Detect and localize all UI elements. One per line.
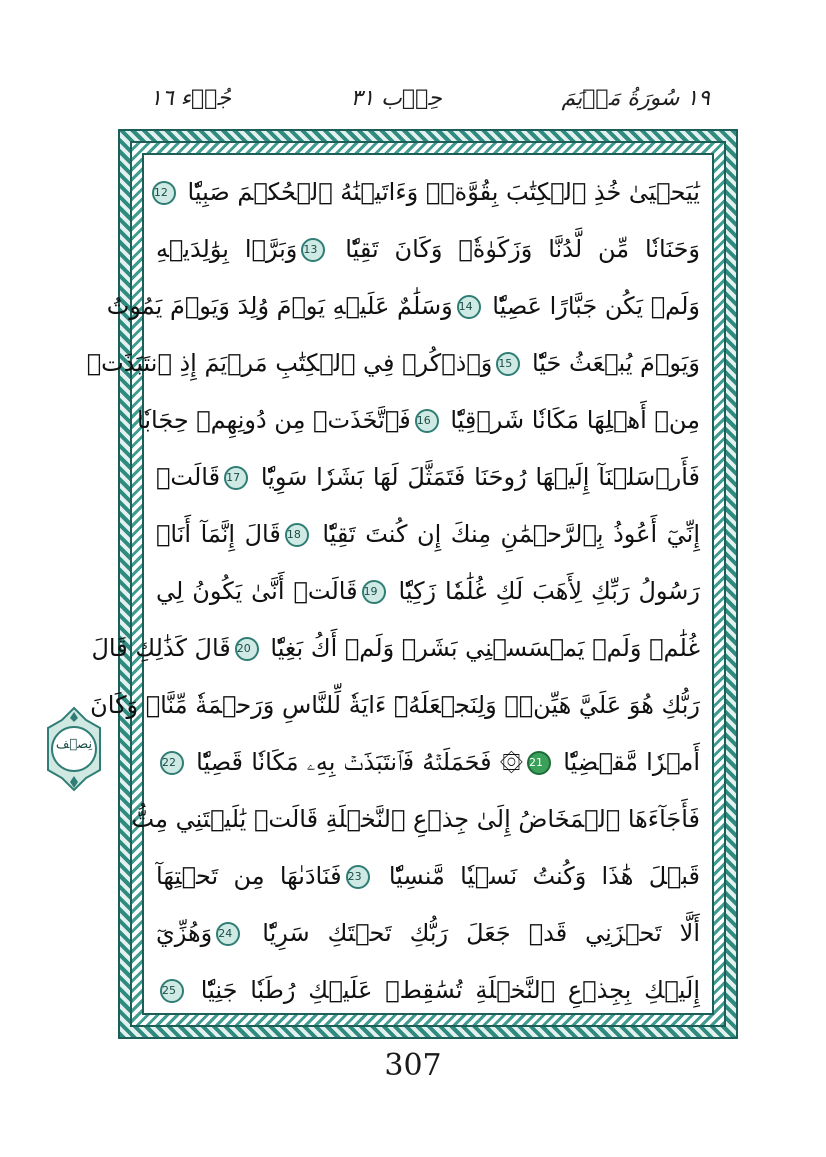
ayah-number-icon: 17	[224, 466, 248, 490]
verse-text: رَبُّكِ هُوَ عَلَيَّ هَيِّنٞۖ وَلِنَجۡعَلَهُۥٓ ءَايَةٗ لِّلنَّاسِ وَرَحۡمَةٗ مِّنَّاۚ وَكَانَ	[90, 691, 700, 719]
verse-text: ۞ فَحَمَلَتۡهُ فَٱنتَبَذَتۡ بِهِۦ مَكَانٗا قَصِيّٗا	[188, 748, 524, 776]
verse-text: قَالَ كَذَٰلِكِ قَالَ	[91, 634, 231, 662]
ayah-number-icon: 15	[496, 352, 520, 376]
text-line	[156, 503, 700, 565]
verse-text: غُلَٰمٞ وَلَمۡ يَمۡسَسۡنِي بَشَرٞ وَلَمۡ أَكُ بَغِيّٗا	[262, 634, 700, 662]
verse-text: وَلَمۡ يَكُن جَبَّارًا عَصِيّٗا	[484, 292, 700, 320]
hizb-label: حِزۡب ٣١	[350, 85, 442, 111]
verse-text: وَيَوۡمَ يُبۡعَثُ حَيّٗا	[524, 349, 700, 377]
text-line	[131, 788, 700, 850]
text-line	[156, 902, 700, 964]
verse-text: قَالَتۡ	[156, 463, 221, 491]
verse-text: فَأَرۡسَلۡنَآ إِلَيۡهَا رُوحَنَا فَتَمَثَّلَ لَهَا بَشَرٗا سَوِيّٗا	[252, 463, 700, 491]
nisf-label: نِصۡف	[55, 737, 93, 752]
page-number: 307	[384, 1048, 442, 1083]
verse-text: فَٱتَّخَذَتۡ مِن دُونِهِمۡ حِجَابٗا	[137, 406, 411, 434]
text-line	[156, 560, 700, 622]
verse-text: وَبَرَّۢا بِوَٰلِدَيۡهِ	[156, 235, 298, 263]
verse-text: إِلَيۡكِ بِجِذۡعِ ٱلنَّخۡلَةِ تُسَٰقِطۡ عَلَيۡكِ رُطَبٗا جَنِيّٗا	[188, 976, 700, 1004]
text-line	[91, 617, 700, 679]
verse-text: إِنِّيٓ أَعُوذُ بِٱلرَّحۡمَٰنِ مِنكَ إِن كُنتَ تَقِيّٗا	[312, 520, 701, 548]
verse-text: فَأَجَآءَهَا ٱلۡمَخَاضُ إِلَىٰ جِذۡعِ ٱلنَّخۡلَةِ قَالَتۡ يَٰلَيۡتَنِي مِتُّ	[131, 805, 700, 833]
quran-text-area	[86, 153, 714, 1015]
ayah-number-icon: 21	[527, 751, 551, 775]
page-header	[150, 80, 710, 116]
text-line	[156, 959, 700, 1021]
ayah-number-icon: 16	[415, 409, 439, 433]
ayah-number-icon: 12	[152, 181, 176, 205]
verse-text: قَالَ إِنَّمَآ أَنَا۠	[156, 520, 281, 548]
text-line	[156, 446, 700, 508]
text-line	[156, 218, 700, 280]
text-line	[106, 275, 700, 337]
verse-text: وَحَنَانٗا مِّن لَّدُنَّا وَزَكَوٰةٗۖ وَكَانَ تَقِيّٗا	[329, 235, 700, 263]
text-line	[90, 674, 700, 736]
ayah-number-icon: 22	[160, 751, 184, 775]
verse-text: فَنَادَىٰهَا مِن تَحۡتِهَآ	[156, 862, 342, 890]
text-line	[156, 845, 700, 907]
text-line	[86, 332, 700, 394]
verse-text: وَسَلَٰمٌ عَلَيۡهِ يَوۡمَ وُلِدَ وَيَوۡمَ يَمُوتُ	[106, 292, 453, 320]
ayah-number-icon: 23	[346, 865, 370, 889]
verse-text: رَسُولُ رَبِّكِ لِأَهَبَ لَكِ غُلَٰمٗا زَكِيّٗا	[389, 577, 701, 605]
verse-text: قَالَتۡ أَنَّىٰ يَكُونُ لِي	[156, 577, 358, 605]
verse-text: أَلَّا تَحۡزَنِي قَدۡ جَعَلَ رَبُّكِ تَحۡتَكِ سَرِيّٗا	[244, 919, 700, 947]
ornamental-frame	[86, 129, 738, 1039]
verse-text: وَٱذۡكُرۡ فِي ٱلۡكِتَٰبِ مَرۡيَمَ إِذِ ٱنتَبَذَتۡ	[86, 349, 493, 377]
ayah-number-icon: 19	[362, 580, 386, 604]
verse-text: يَٰيَحۡيَىٰ خُذِ ٱلۡكِتَٰبَ بِقُوَّةٖۖ وَءَاتَيۡنَٰهُ ٱلۡحُكۡمَ صَبِيّٗا	[179, 178, 700, 206]
surah-title: ١٩ سُورَةُ مَرۡيَمَ	[561, 85, 710, 111]
text-line	[153, 161, 700, 223]
ayah-number-icon: 18	[285, 523, 309, 547]
verse-text: وَهُزِّيٓ	[156, 919, 213, 947]
verse-text: مِنۡ أَهۡلِهَا مَكَانٗا شَرۡقِيّٗا	[442, 406, 700, 434]
verse-text: قَبۡلَ هَٰذَا وَكُنتُ نَسۡيٗا مَّنسِيّٗا	[373, 862, 701, 890]
ayah-number-icon: 20	[235, 637, 259, 661]
juz-label: جُزۡء ١٦	[150, 85, 231, 111]
ayah-number-icon: 14	[457, 295, 481, 319]
text-line	[156, 731, 700, 793]
verse-text: أَمۡرٗا مَّقۡضِيّٗا	[555, 748, 700, 776]
text-line	[137, 389, 700, 451]
ayah-number-icon: 24	[216, 922, 240, 946]
ayah-number-icon: 25	[160, 979, 184, 1003]
ayah-number-icon: 13	[301, 238, 325, 262]
